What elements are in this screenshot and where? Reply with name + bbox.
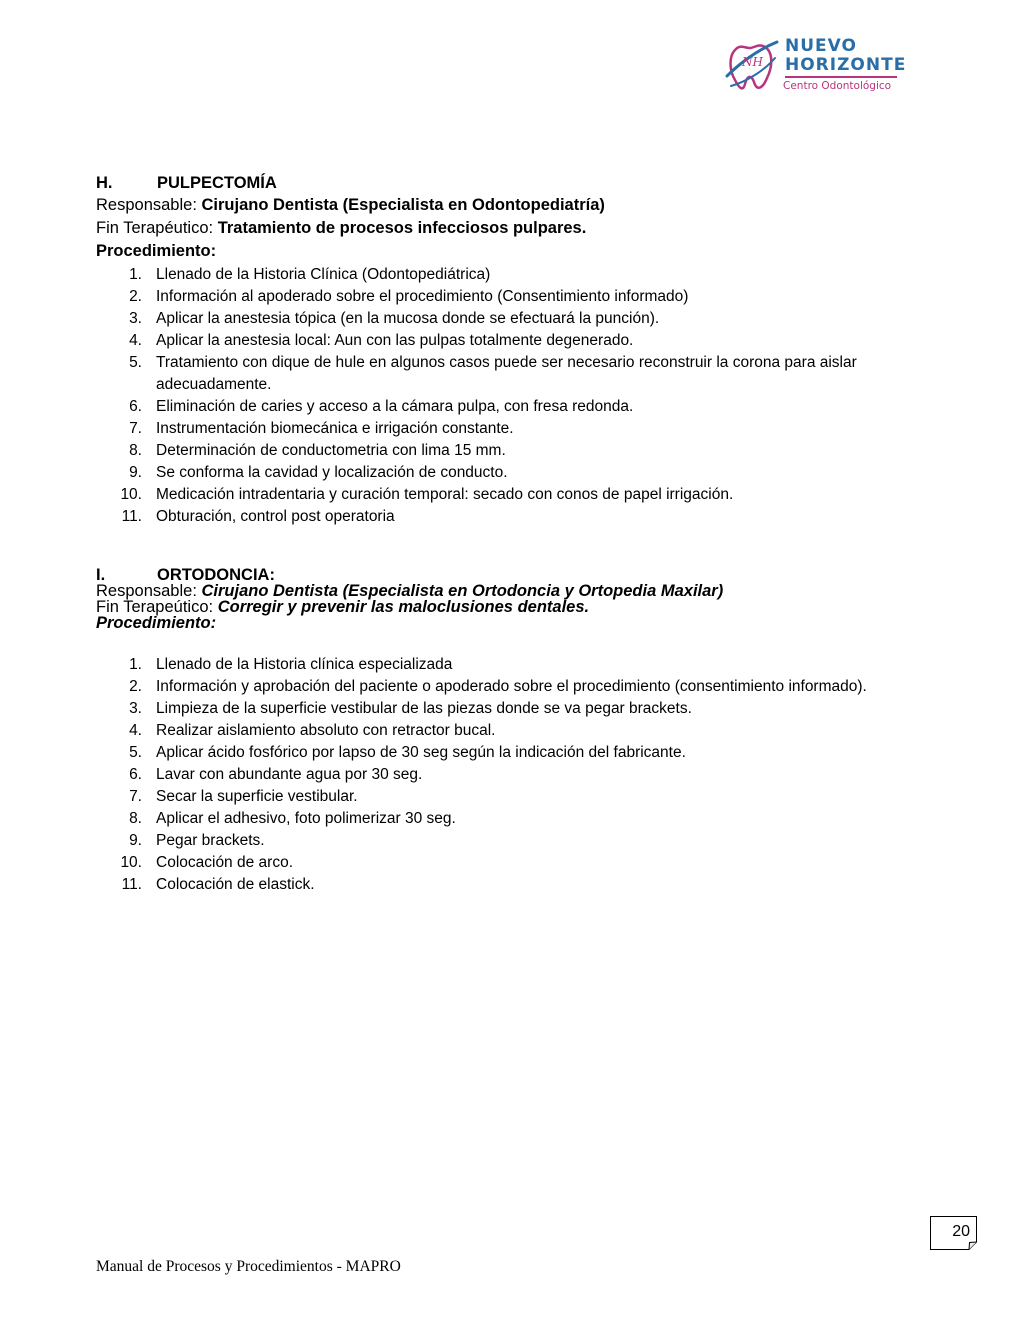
list-item-text: Realizar aislamiento absoluto con retractor bucal. bbox=[156, 722, 496, 739]
list-item-number: 10. bbox=[120, 854, 142, 871]
list-item-text: Medicación intradentaria y curación temporal: secado con conos de papel irrigación. bbox=[156, 486, 734, 503]
fin-terapeutico-value: Corregir y prevenir las maloclusiones dentales. bbox=[217, 598, 590, 616]
responsable-line bbox=[96, 194, 936, 217]
ortodoncia-steps-list bbox=[96, 654, 936, 896]
list-item-text: Colocación de arco. bbox=[156, 854, 293, 871]
page-number-box bbox=[930, 1216, 977, 1250]
list-item-text: Instrumentación biomecánica e irrigación constante. bbox=[156, 420, 514, 437]
list-item-text: Secar la superficie vestibular. bbox=[156, 788, 358, 805]
list-item-number: 8. bbox=[129, 810, 142, 827]
list-item-number: 9. bbox=[129, 832, 142, 849]
responsable-line bbox=[96, 583, 936, 599]
list-item-text: Aplicar el adhesivo, foto polimerizar 30 seg. bbox=[156, 810, 456, 827]
list-item-text: Limpieza de la superficie vestibular de las piezas donde se va pegar brackets. bbox=[156, 700, 692, 717]
list-item-number: 3. bbox=[129, 700, 142, 717]
list-item bbox=[96, 764, 936, 786]
list-item-number: 5. bbox=[129, 744, 142, 761]
list-item-text: Se conforma la cavidad y localización de conducto. bbox=[156, 464, 508, 481]
list-item bbox=[96, 786, 936, 808]
list-item bbox=[96, 852, 936, 874]
page-number: 20 bbox=[952, 1223, 970, 1240]
section-heading bbox=[96, 172, 936, 194]
list-item bbox=[96, 286, 936, 308]
fin-terapeutico-label: Fin Terapeútico: bbox=[96, 598, 214, 616]
list-item bbox=[96, 874, 936, 896]
list-item-text: Información al apoderado sobre el procedimiento (Consentimiento informado) bbox=[156, 288, 689, 305]
list-item-text: Eliminación de caries y acceso a la cámara pulpa, con fresa redonda. bbox=[156, 398, 634, 415]
fin-terapeutico-line bbox=[96, 217, 936, 240]
fin-terapeutico-label: Fin Terapéutico: bbox=[96, 219, 214, 237]
section-ortodoncia bbox=[96, 567, 936, 631]
list-item bbox=[96, 830, 936, 852]
list-item bbox=[96, 330, 936, 352]
tooth-logo-icon bbox=[723, 36, 781, 96]
list-item-text: Pegar brackets. bbox=[156, 832, 265, 849]
list-item-number: 6. bbox=[129, 398, 142, 415]
procedimiento-label: Procedimiento: bbox=[96, 242, 217, 260]
svg-text:NH: NH bbox=[742, 55, 763, 69]
fin-terapeutico-line bbox=[96, 599, 936, 615]
list-item bbox=[96, 484, 936, 506]
list-item-number: 8. bbox=[129, 442, 142, 459]
section-title: PULPECTOMÍA bbox=[157, 174, 277, 192]
list-item-number: 4. bbox=[129, 722, 142, 739]
list-item-number: 5. bbox=[129, 354, 142, 371]
responsable-label: Responsable: bbox=[96, 196, 197, 214]
responsable-value: Cirujano Dentista (Especialista en Odontopediatría) bbox=[201, 196, 605, 214]
list-item-number: 2. bbox=[129, 288, 142, 305]
list-item-number: 7. bbox=[129, 788, 142, 805]
fin-terapeutico-value: Tratamiento de procesos infecciosos pulpares. bbox=[217, 219, 587, 237]
section-heading bbox=[96, 567, 936, 583]
procedimiento-label: Procedimiento: bbox=[96, 614, 217, 632]
list-item-number: 10. bbox=[120, 486, 142, 503]
list-item-text: Tratamiento con dique de hule en algunos casos puede ser necesario reconstruir la corona para aislar adecuadamente. bbox=[156, 354, 857, 393]
list-item bbox=[96, 418, 936, 440]
list-item-number: 7. bbox=[129, 420, 142, 437]
responsable-label: Responsable: bbox=[96, 582, 197, 600]
list-item bbox=[96, 506, 936, 528]
clinic-logo bbox=[723, 36, 907, 100]
list-item-text: Llenado de la Historia Clínica (Odontopediátrica) bbox=[156, 266, 491, 283]
list-item-text: Aplicar ácido fosfórico por lapso de 30 seg según la indicación del fabricante. bbox=[156, 744, 686, 761]
pulpectomia-steps-list bbox=[96, 264, 936, 528]
list-item-number: 9. bbox=[129, 464, 142, 481]
list-item bbox=[96, 462, 936, 484]
list-item bbox=[96, 264, 936, 286]
list-item-text: Aplicar la anestesia tópica (en la mucosa donde se efectuará la punción). bbox=[156, 310, 660, 327]
responsable-value: Cirujano Dentista (Especialista en Ortodoncia y Ortopedia Maxilar) bbox=[201, 582, 724, 600]
list-item bbox=[96, 720, 936, 742]
list-item-text: Colocación de elastick. bbox=[156, 876, 315, 893]
list-item-number: 3. bbox=[129, 310, 142, 327]
list-item bbox=[96, 808, 936, 830]
section-title: ORTODONCIA: bbox=[157, 566, 275, 584]
page-footer: Manual de Procesos y Procedimientos - MAPRO bbox=[96, 1258, 401, 1275]
list-item-number: 6. bbox=[129, 766, 142, 783]
list-item bbox=[96, 440, 936, 462]
list-item-text: Obturación, control post operatoria bbox=[156, 508, 395, 525]
logo-subtitle: Centro Odontológico bbox=[783, 80, 892, 92]
list-item-text: Llenado de la Historia clínica especializada bbox=[156, 656, 453, 673]
list-item-number: 11. bbox=[121, 508, 142, 525]
list-item-number: 1. bbox=[129, 656, 142, 673]
section-letter: H. bbox=[96, 174, 113, 192]
list-item-text: Lavar con abundante agua por 30 seg. bbox=[156, 766, 423, 783]
list-item-text: Aplicar la anestesia local: Aun con las pulpas totalmente degenerado. bbox=[156, 332, 634, 349]
list-item-number: 1. bbox=[129, 266, 142, 283]
list-item-number: 11. bbox=[121, 876, 142, 893]
list-item-number: 2. bbox=[129, 678, 142, 695]
list-item-number: 4. bbox=[129, 332, 142, 349]
list-item bbox=[96, 698, 936, 720]
list-item bbox=[96, 396, 936, 418]
section-letter: I. bbox=[96, 566, 106, 584]
list-item bbox=[96, 352, 936, 396]
list-item bbox=[96, 676, 936, 698]
logo-title-line2: HORIZONTE bbox=[785, 55, 907, 75]
section-pulpectomia bbox=[96, 172, 936, 262]
list-item-text: Información y aprobación del paciente o apoderado sobre el procedimiento (consentimiento informado). bbox=[156, 678, 867, 695]
list-item bbox=[96, 742, 936, 764]
list-item-text: Determinación de conductometria con lima 15 mm. bbox=[156, 442, 506, 459]
logo-title-line1: NUEVO bbox=[785, 36, 857, 56]
list-item bbox=[96, 308, 936, 330]
list-item bbox=[96, 654, 936, 676]
logo-divider bbox=[785, 76, 897, 78]
